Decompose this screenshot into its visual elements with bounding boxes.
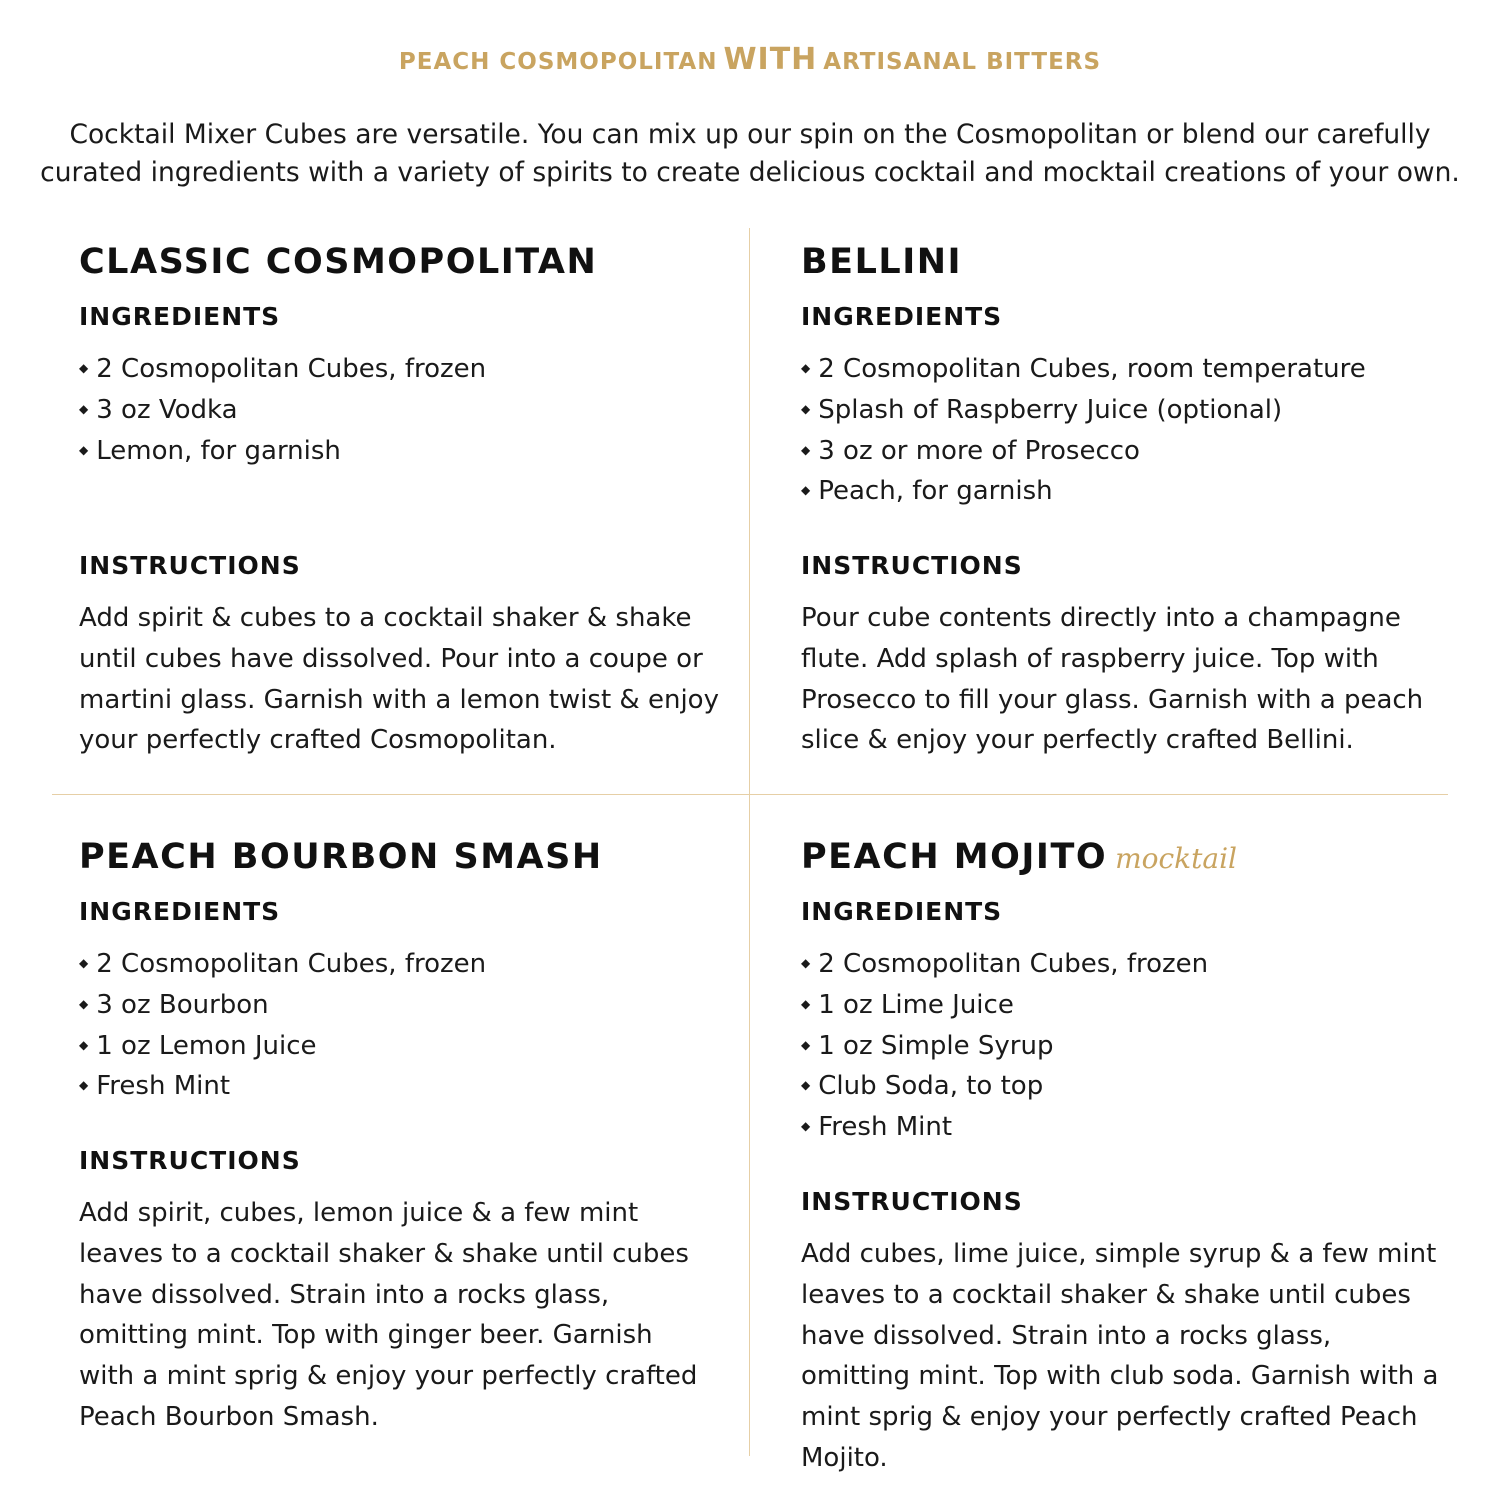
page-title-main: PEACH COSMOPOLITAN [398,49,718,75]
vertical-divider [749,228,750,1456]
bullet-icon: ◆ [801,1037,811,1052]
bullet-icon: ◆ [801,1078,811,1093]
recipe-card-bellini [801,240,1441,780]
recipe-title-text: PEACH BOURBON SMASH [79,837,603,877]
bullet-icon: ◆ [79,1037,89,1052]
recipe-title [79,240,597,284]
ingredients-list [801,348,1366,511]
ingredient-item: ◆ 3 oz Bourbon [79,989,269,1020]
instructions-text: Add spirit, cubes, lemon juice & a few mint leaves to a cocktail shaker & shake until cubes have dissolved. Strain into a rocks glass, omitting mint. Top with ginger beer. Garnish with a mint sprig & enjoy your perfectly crafted Peach Bourbon Smash. [79,1198,698,1432]
ingredients-list [79,348,486,470]
ingredient-item: ◆ 1 oz Lime Juice [801,989,1014,1020]
ingredient-item: ◆ 2 Cosmopolitan Cubes, frozen [79,354,487,384]
page-title-with: WITH [723,42,818,77]
mocktail-tag: mocktail [1115,842,1237,875]
instructions-heading: INSTRUCTIONS [801,551,1023,580]
bullet-icon: ◆ [79,442,89,457]
recipe-card-classic-cosmopolitan [79,240,719,780]
ingredient-item: ◆ 3 oz Vodka [79,394,238,425]
bullet-icon: ◆ [801,956,811,970]
ingredient-item: ◆ 1 oz Lemon Juice [79,1030,317,1061]
intro-paragraph: Cocktail Mixer Cubes are versatile. You can mix up our spin on the Cosmopolitan or blend our carefully curated ingredients with a variety of spirits to create delicious cocktail and mocktail creations of your own. [40,119,1460,188]
page-title-sub: ARTISANAL BITTERS [823,49,1102,75]
bullet-icon: ◆ [79,1078,89,1093]
recipe-title-text: BELLINI [801,242,963,282]
ingredients-list [79,943,486,1106]
ingredients-heading: INGREDIENTS [801,897,1003,926]
ingredients-heading: INGREDIENTS [801,302,1003,331]
ingredient-item: ◆ Peach, for garnish [801,476,1053,507]
ingredient-item: ◆ Club Soda, to top [801,1071,1044,1102]
bullet-icon: ◆ [79,996,89,1011]
bullet-icon: ◆ [79,401,89,416]
page-title [0,42,1500,77]
ingredient-item: ◆ 3 oz or more of Prosecco [801,435,1140,466]
instructions-heading: INSTRUCTIONS [79,1146,301,1175]
ingredients-list [801,943,1208,1147]
instructions-text: Pour cube contents directly into a champagne flute. Add splash of raspberry juice. Top with Prosecco to fill your glass. Garnish with a peach slice & enjoy your perfectly crafted Bellini. [801,603,1424,756]
ingredient-item: ◆ Lemon, for garnish [79,435,341,466]
horizontal-divider [52,794,1448,795]
ingredient-item: ◆ Fresh Mint [79,1071,231,1102]
bullet-icon: ◆ [801,996,811,1011]
ingredients-heading: INGREDIENTS [79,302,281,331]
bullet-icon: ◆ [79,361,89,375]
bullet-icon: ◆ [801,401,811,416]
instructions-heading: INSTRUCTIONS [79,551,301,580]
recipe-title [79,835,603,879]
instructions-heading: INSTRUCTIONS [801,1187,1023,1216]
ingredient-item: ◆ 1 oz Simple Syrup [801,1030,1054,1061]
recipe-card-peach-mojito [801,835,1441,1473]
ingredient-item: ◆ Splash of Raspberry Juice (optional) [801,394,1283,425]
ingredient-item: ◆ Fresh Mint [801,1112,953,1143]
bullet-icon: ◆ [801,442,811,457]
recipe-title-text: PEACH MOJITO [801,837,1108,877]
bullet-icon: ◆ [801,1119,811,1134]
recipe-card-peach-bourbon-smash [79,835,719,1455]
instructions-text: Add cubes, lime juice, simple syrup & a few mint leaves to a cocktail shaker & shake until cubes have dissolved. Strain into a rocks glass, omitting mint. Top with club soda. Garnish with a mint sprig & enjoy your perfectly crafted Peach Mojito. [801,1239,1439,1473]
bullet-icon: ◆ [801,361,811,375]
ingredient-item: ◆ 2 Cosmopolitan Cubes, frozen [79,949,487,979]
bullet-icon: ◆ [801,483,811,498]
recipe-title-text: CLASSIC COSMOPOLITAN [79,242,598,282]
instructions-text: Add spirit & cubes to a cocktail shaker & shake until cubes have dissolved. Pour into a coupe or martini glass. Garnish with a lemon twist & enjoy your perfectly crafted Cosmopolitan. [79,603,719,756]
ingredient-item: ◆ 2 Cosmopolitan Cubes, frozen [801,949,1209,979]
recipe-title [801,835,1237,881]
ingredients-heading: INGREDIENTS [79,897,281,926]
recipe-title [801,240,962,284]
ingredient-item: ◆ 2 Cosmopolitan Cubes, room temperature [801,354,1366,384]
bullet-icon: ◆ [79,956,89,970]
